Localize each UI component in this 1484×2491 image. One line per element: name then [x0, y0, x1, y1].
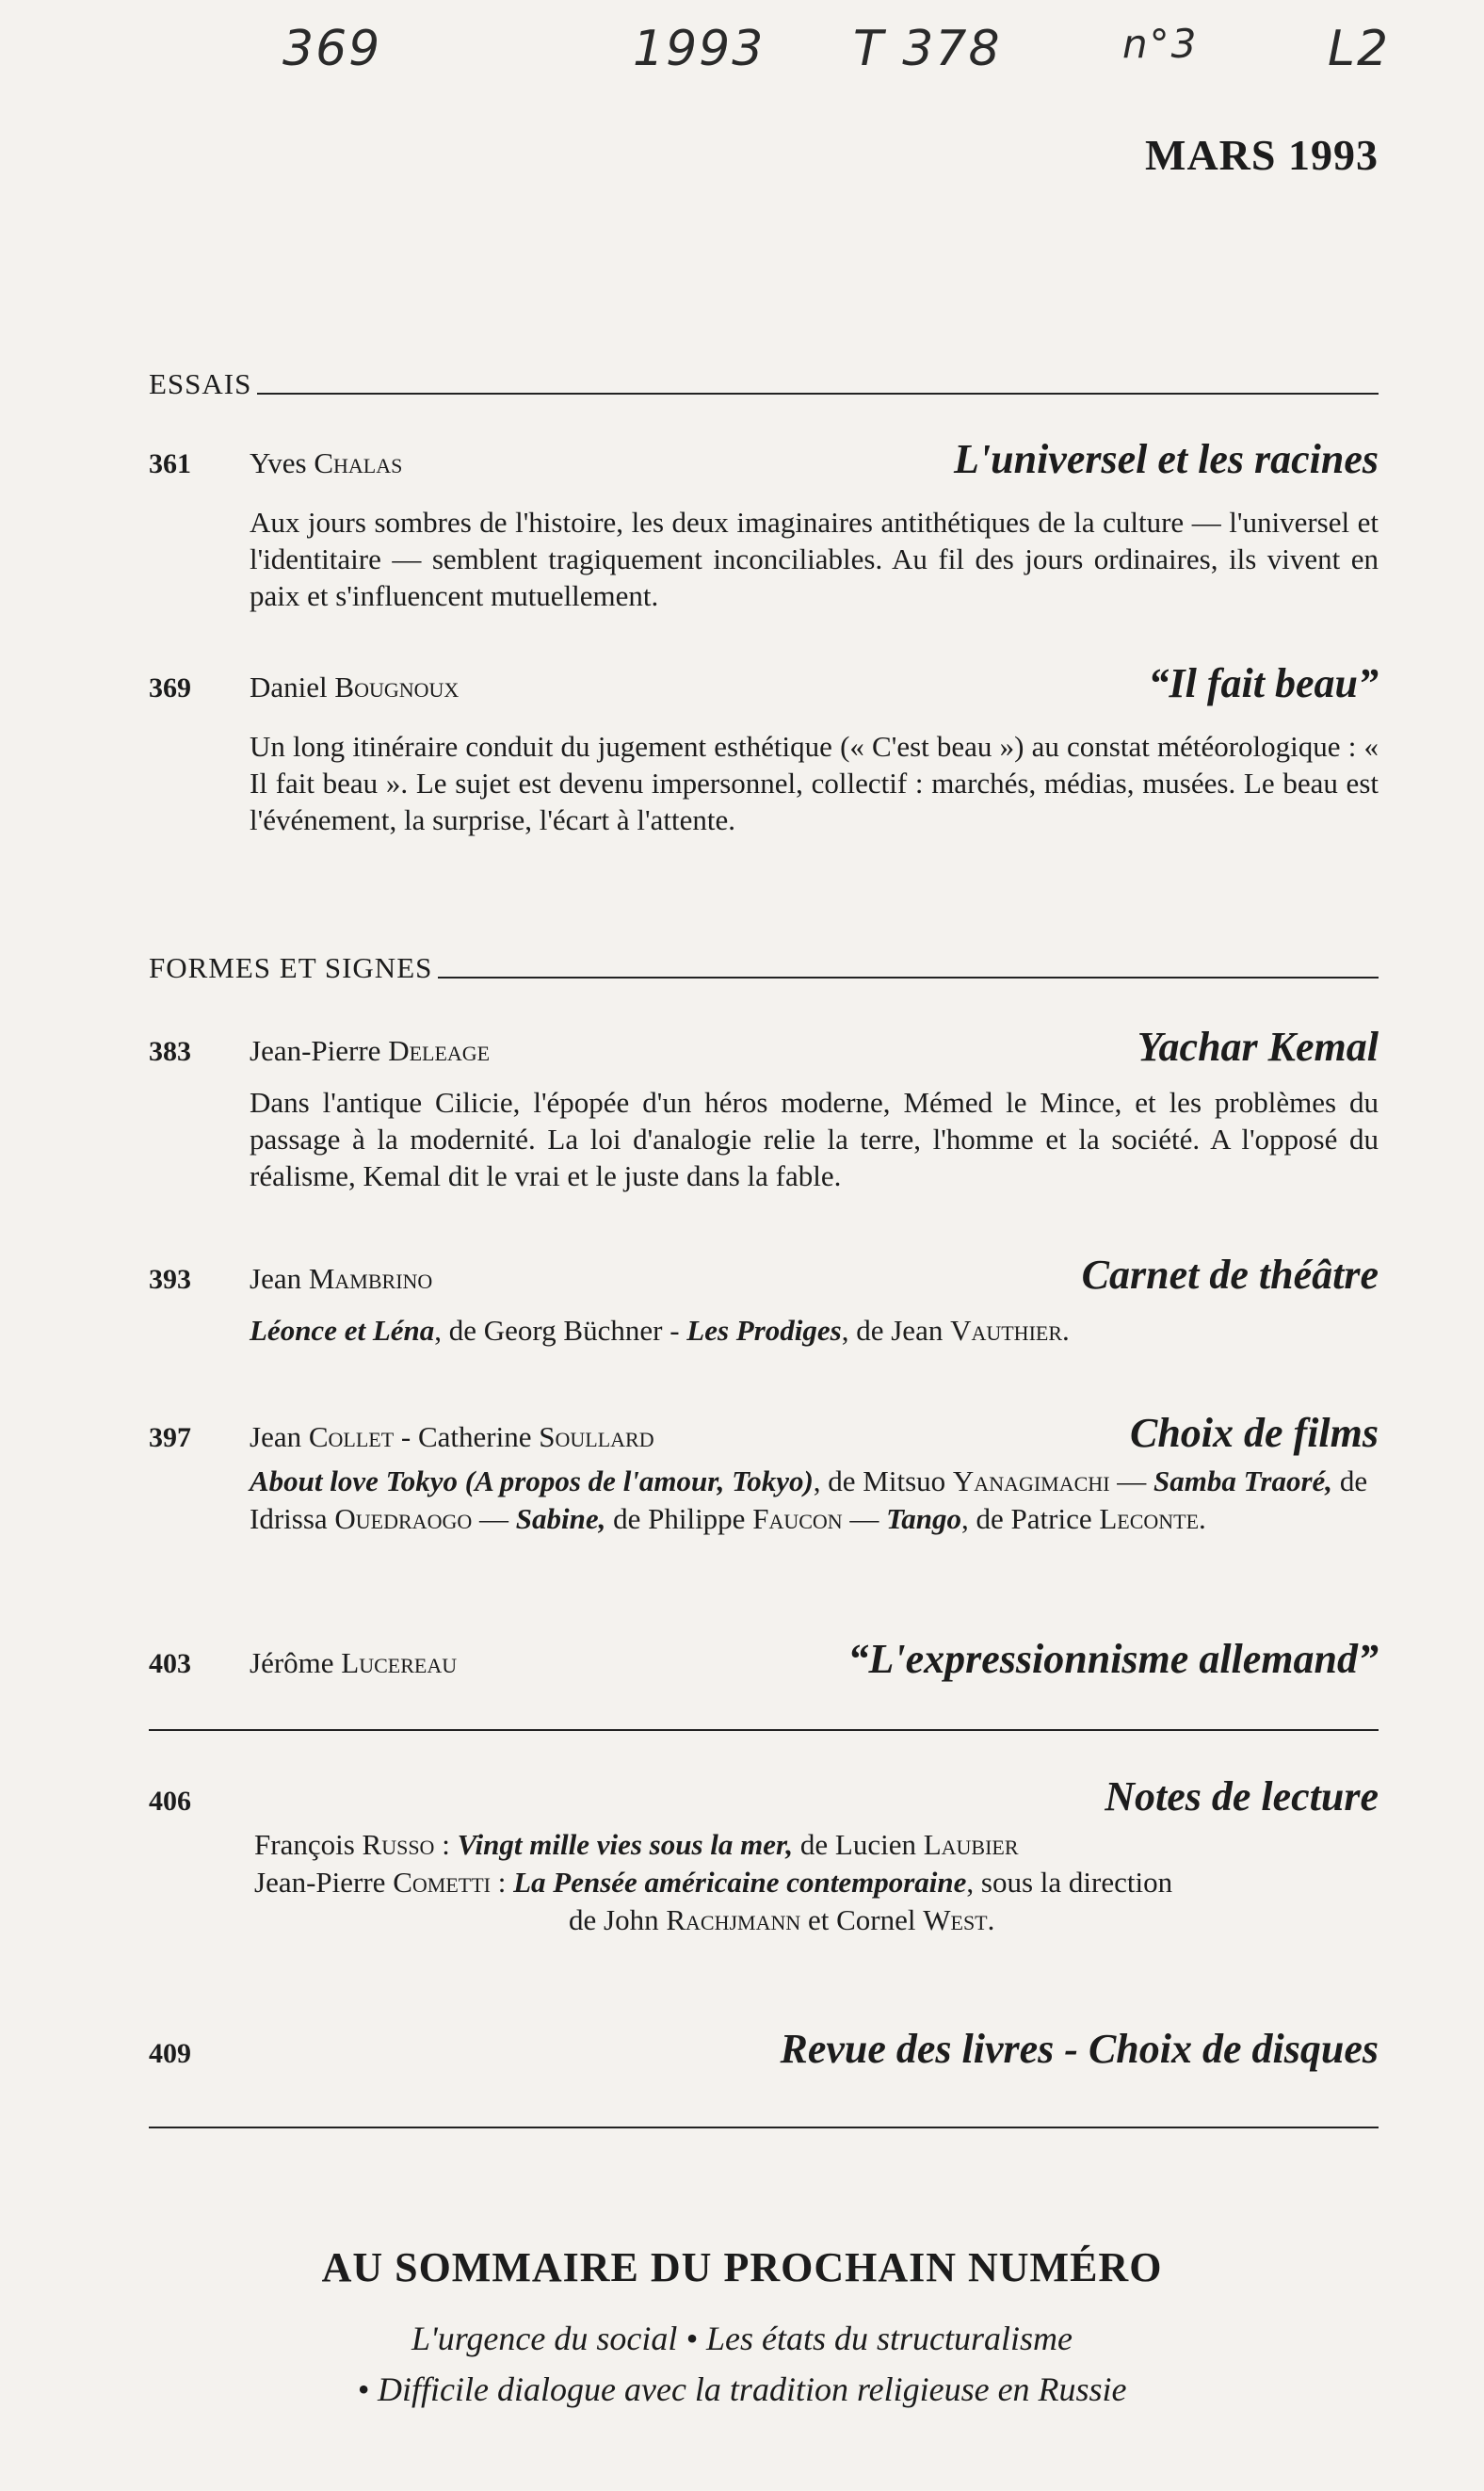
film-list	[250, 1463, 1379, 1538]
article-summary: Aux jours sombres de l'histoire, les deux imaginaires antithétiques de la culture — l'universel et l'identitaire — semblent tragiquement inconciliables. Au fil des jours ordinaires, ils vivent en paix et s'influencent mutuellement.	[250, 506, 1379, 612]
review-item	[254, 1826, 1379, 1864]
toc-entry-397	[149, 1409, 1379, 1538]
page-number: 397	[149, 1422, 191, 1453]
film-title: Tango	[886, 1502, 962, 1535]
toc-entry-406	[149, 1772, 1379, 1939]
play-credit: , de Georg Büchner -	[434, 1314, 687, 1347]
reviewer-last-name: Cometti	[393, 1866, 491, 1899]
toc-entry-383	[149, 1023, 1379, 1194]
author-separator: -	[394, 1420, 418, 1453]
next-issue-line-2: • Difficile dialogue avec la tradition religieuse en Russie	[357, 2370, 1127, 2408]
author-last-name: Soullard	[539, 1420, 654, 1453]
film-credit: , de Mitsuo	[813, 1464, 953, 1497]
punctuation: .	[1199, 1502, 1206, 1535]
article-summary: Un long itinéraire conduit du jugement esthétique (« C'est beau ») au constat météorologique : « Il fait beau ». Le sujet est devenu impersonnel, collectif : marchés, médias, musées. Le beau est l'événement, la surprise, l'écart à l'attente.	[250, 730, 1379, 836]
book-credit: de John	[569, 1903, 667, 1936]
review-item-continued	[254, 1901, 1379, 1939]
author-last-name: Collet	[308, 1420, 395, 1453]
reviewer-last-name: Russo	[362, 1828, 435, 1861]
author	[250, 1262, 432, 1296]
section-title: FORMES ET SIGNES	[149, 951, 433, 984]
reviewer-first-name: Jean-Pierre	[254, 1866, 386, 1899]
book-credit: et Cornel	[800, 1903, 924, 1936]
separator: —	[472, 1502, 516, 1535]
play-credit: , de Jean	[841, 1314, 951, 1347]
article-title: Choix de films	[1129, 1410, 1379, 1456]
author-first-name: Catherine	[418, 1420, 532, 1453]
book-editor: Rachjmann	[666, 1903, 801, 1936]
book-title: La Pensée américaine contemporaine	[513, 1866, 967, 1899]
film-title: Samba Traoré,	[1153, 1464, 1333, 1497]
book-editor: West	[923, 1903, 988, 1936]
handwritten-note-2: 1993	[633, 21, 766, 77]
handwritten-note-4: n°3	[1122, 21, 1199, 67]
toc-entry-403	[149, 1635, 1379, 1683]
review-list	[254, 1826, 1379, 1939]
authors	[250, 1420, 654, 1454]
director-name: Leconte	[1099, 1502, 1200, 1535]
page-number: 409	[149, 2038, 191, 2069]
page-number: 406	[149, 1786, 191, 1817]
handwritten-note-5: L2	[1328, 21, 1391, 77]
article-title: “Il fait beau”	[1148, 660, 1379, 706]
punctuation: :	[490, 1866, 514, 1899]
book-author: Laubier	[923, 1828, 1019, 1861]
play-title: Léonce et Léna	[250, 1314, 435, 1347]
page-number: 383	[149, 1036, 191, 1067]
article-title: L'universel et les racines	[954, 436, 1379, 482]
page-number: 393	[149, 1264, 191, 1295]
author-first-name: Jean	[250, 1262, 302, 1295]
section-header-formes-et-signes	[149, 951, 1379, 985]
book-credit: de Lucien	[793, 1828, 924, 1861]
author-last-name: Lucereau	[341, 1646, 458, 1679]
author-first-name: Jean-Pierre	[250, 1034, 381, 1067]
page-number: 369	[149, 672, 191, 704]
author-first-name: Jean	[250, 1420, 302, 1453]
book-title: Vingt mille vies sous la mer,	[457, 1828, 794, 1861]
review-item	[254, 1864, 1379, 1901]
film-title: Sabine,	[515, 1502, 606, 1535]
punctuation: .	[1062, 1314, 1070, 1347]
article-summary: Dans l'antique Cilicie, l'épopée d'un héros moderne, Mémed le Mince, et les problèmes du passage à la modernité. La loi d'analogie relie la terre, l'homme et la société. A l'opposé du réalisme, Kemal dit le vrai et le juste dans la fable.	[250, 1086, 1379, 1192]
reviewer-first-name: François	[254, 1828, 355, 1861]
section-rule	[438, 977, 1379, 979]
section-rule	[257, 393, 1379, 395]
director-name: Faucon	[752, 1502, 843, 1535]
page-number: 403	[149, 1648, 191, 1679]
director-name: Ouedraogo	[334, 1502, 473, 1535]
toc-entry-369	[149, 659, 1379, 838]
divider-rule	[149, 1729, 1379, 1731]
author-first-name: Yves	[250, 446, 307, 479]
handwritten-note-1: 369	[282, 21, 382, 77]
next-issue-heading: AU SOMMAIRE DU PROCHAIN NUMÉRO	[321, 2244, 1163, 2290]
separator: —	[842, 1502, 887, 1535]
issue-date: MARS 1993	[1145, 131, 1379, 179]
author-first-name: Daniel	[250, 671, 328, 704]
author-first-name: Jérôme	[250, 1646, 334, 1679]
divider-rule	[149, 2127, 1379, 2128]
punctuation: .	[987, 1903, 995, 1936]
toc-entry-361	[149, 435, 1379, 614]
playwright-name: Vauthier	[950, 1314, 1063, 1347]
article-title: Yachar Kemal	[1137, 1024, 1379, 1070]
author	[250, 671, 459, 704]
toc-entry-409	[149, 2025, 1379, 2073]
director-name: Yanagimachi	[952, 1464, 1110, 1497]
film-title: About love Tokyo (A propos de l'amour, Tokyo)	[250, 1464, 814, 1497]
next-issue-line-1: L'urgence du social • Les états du structuralisme	[411, 2320, 1073, 2357]
author-last-name: Chalas	[314, 446, 403, 479]
author-last-name: Deleage	[388, 1034, 491, 1067]
author	[250, 1646, 457, 1680]
toc-entry-393	[149, 1251, 1379, 1350]
section-header-essais	[149, 367, 1379, 401]
author-last-name: Mambrino	[308, 1262, 433, 1295]
separator: —	[1109, 1464, 1154, 1497]
page-number: 361	[149, 448, 191, 479]
play-title: Les Prodiges	[686, 1314, 842, 1347]
author-last-name: Bougnoux	[334, 671, 460, 704]
handwritten-note-3: T 378	[853, 21, 1002, 77]
book-credit: , sous la direction	[966, 1866, 1173, 1899]
author	[250, 1034, 490, 1068]
article-title: Notes de lecture	[1105, 1773, 1379, 1820]
article-title: Carnet de théâtre	[1081, 1252, 1379, 1298]
film-credit: de Philippe	[605, 1502, 753, 1535]
article-title: “L'expressionnisme allemand”	[847, 1636, 1379, 1682]
play-list	[250, 1312, 1379, 1350]
film-credit: de Idrissa	[250, 1464, 1368, 1535]
author	[250, 446, 402, 480]
punctuation: :	[434, 1828, 458, 1861]
section-title: ESSAIS	[149, 367, 252, 400]
film-credit: , de Patrice	[961, 1502, 1100, 1535]
article-title: Revue des livres - Choix de disques	[780, 2026, 1379, 2072]
